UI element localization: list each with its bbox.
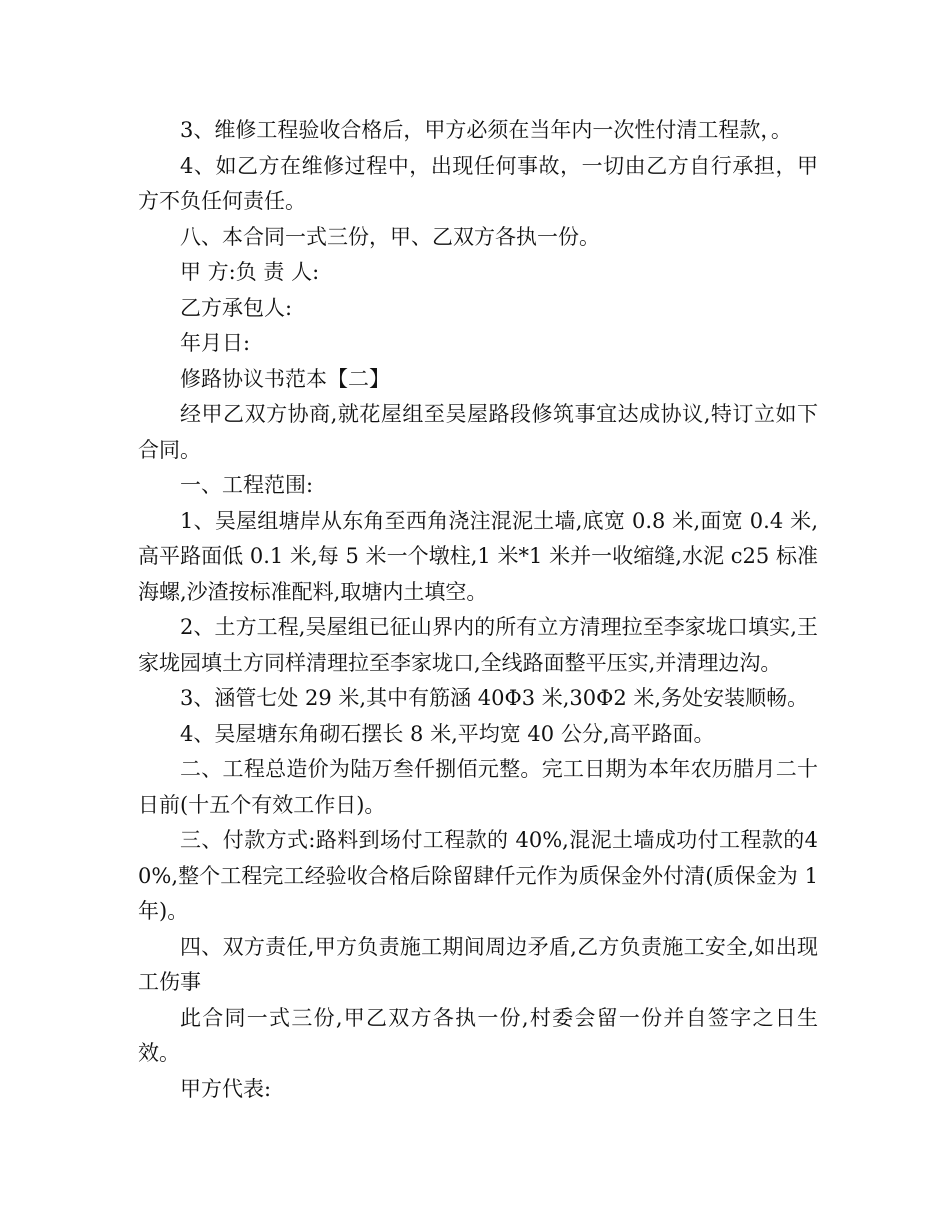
scope-item-4: 4、吴屋塘东角砌石摆长 8 米,平均宽 40 公分,高平路面。 bbox=[180, 721, 715, 746]
paragraph-total-cost: 二、工程总造价为陆万叁仟捌佰元整。完工日期为本年农历腊月二十日前(十五个有效工作日)。 bbox=[138, 757, 818, 817]
paragraph-responsibilities: 四、双方责任,甲方负责施工期间周边矛盾,乙方负责施工安全,如出现工伤事 bbox=[138, 934, 818, 994]
paragraph-copies-effective: 此合同一式三份,甲乙双方各执一份,村委会留一份并自签字之日生效。 bbox=[138, 1005, 818, 1065]
paragraph-accident-liability: 4、如乙方在维修过程中，出现任何事故，一切由乙方自行承担，甲方不负任何责任。 bbox=[138, 153, 818, 213]
signature-party-a-line: 甲 方:负 责 人: bbox=[180, 260, 320, 284]
party-a-representative-line: 甲方代表: bbox=[180, 1076, 272, 1101]
scope-item-3: 3、涵管七处 29 米,其中有筋涵 40Φ3 米,30Φ2 米,务处安装顺畅。 bbox=[180, 686, 809, 710]
section-title: 修路协议书范本【二】 bbox=[180, 366, 390, 391]
paragraph-acceptance-payment: 3、维修工程验收合格后，甲方必须在当年内一次性付清工程款，。 bbox=[180, 118, 792, 142]
signature-party-b-line: 乙方承包人: bbox=[180, 295, 293, 320]
paragraph-payment-method: 三、付款方式:路料到场付工程款的 40%,混泥土墙成功付工程款的40%,整个工程完工经验收合格后除留肆仟元作为质保金外付清(质保金为 1 年)。 bbox=[138, 828, 818, 923]
paragraph-contract-copies: 八、本合同一式三份，甲、乙双方各执一份。 bbox=[180, 224, 600, 249]
paragraph-intro: 经甲乙双方协商,就花屋组至吴屋路段修筑事宜达成协议,特订立如下合同。 bbox=[138, 402, 818, 462]
heading-project-scope: 一、工程范围: bbox=[180, 473, 314, 497]
scope-item-1: 1、吴屋组塘岸从东角至西角浇注混泥土墙,底宽 0.8 米,面宽 0.4 米,高平路面低 0.1 米,每 5 米一个墩柱,1 米*1 米并一收缩缝,水泥 c25 标准海螺,沙渣按标准配料,取塘内土填空。 bbox=[138, 508, 818, 604]
document-body bbox=[138, 113, 818, 1107]
scope-item-2: 2、土方工程,吴屋组已征山界内的所有立方清理拉至李家垅口填实,王家垅园填土方同样清理拉至李家垅口,全线路面整平压实,并清理边沟。 bbox=[138, 615, 818, 675]
date-line: 年月日: bbox=[180, 331, 251, 355]
